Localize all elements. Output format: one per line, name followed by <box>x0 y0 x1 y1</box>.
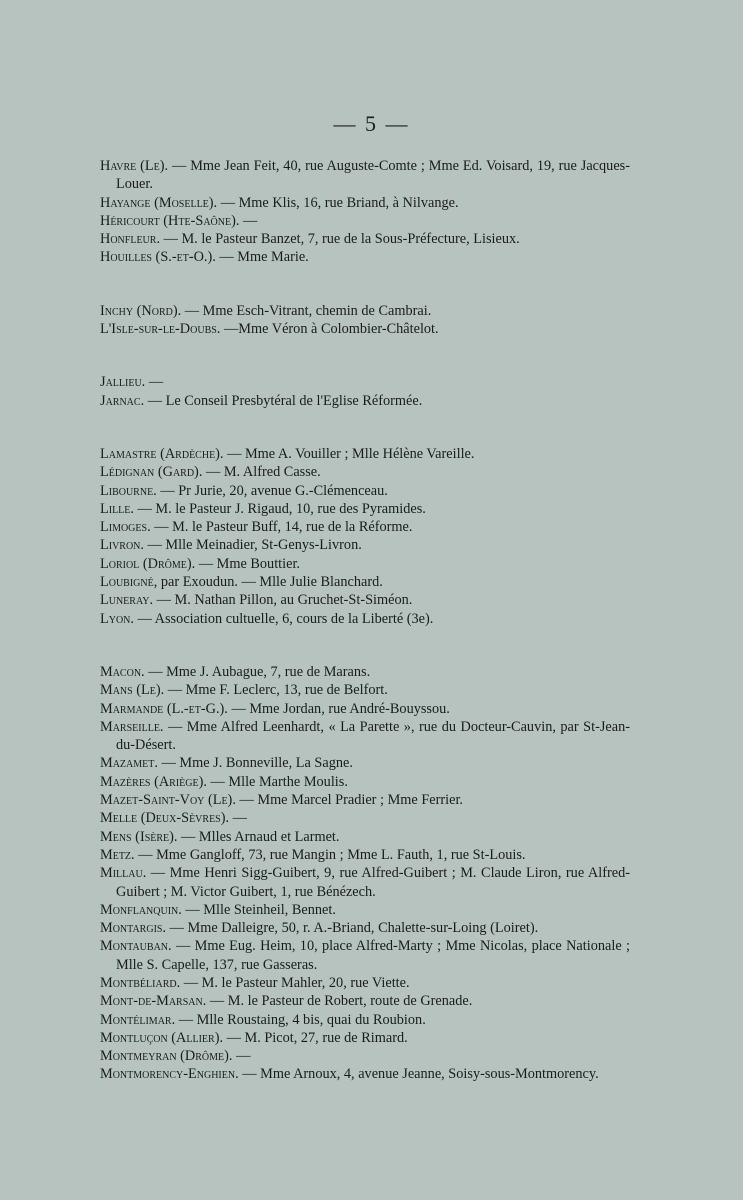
directory-entry <box>100 828 630 846</box>
place-name: Libourne. <box>100 482 157 499</box>
directory-entry <box>100 681 630 699</box>
place-name: Luneray. <box>100 592 154 609</box>
place-name: Montbéliard. <box>100 974 181 991</box>
place-name: Mazamet. <box>100 755 158 772</box>
place-name: Jarnac. <box>100 392 145 409</box>
entry-details: — M. le Pasteur Buff, 14, rue de la Réforme. <box>150 519 413 536</box>
page-number: — 5 — <box>333 111 410 136</box>
entry-details: — Mme Dalleigre, 50, r. A.-Briand, Chalette-sur-Loing (Loiret). <box>166 920 539 937</box>
place-name: Livron. <box>100 537 144 554</box>
entry-details: — Mme Jean Feit, 40, rue Auguste-Comte ; Mme Ed. Voisard, 19, rue Jacques-Louer. <box>116 158 630 193</box>
directory-entry <box>100 302 630 320</box>
place-name: Mont-de-Marsan. <box>100 993 207 1010</box>
entry-details: — <box>232 1048 251 1065</box>
directory-entry <box>100 482 630 500</box>
entry-details: — Mme Marie. <box>215 249 309 266</box>
entry-details: — Mme F. Leclerc, 13, rue de Belfort. <box>164 682 388 699</box>
entry-details: — Mme A. Vouiller ; Mlle Hélène Vareille. <box>223 445 475 462</box>
place-name: Havre (Le). <box>100 158 169 174</box>
place-name: Loubigné, <box>100 574 158 591</box>
place-name: Inchy (Nord). <box>100 302 182 319</box>
directory-entry <box>100 663 630 681</box>
entry-details: — Mme J. Aubague, 7, rue de Marans. <box>144 663 371 680</box>
directory-entry <box>100 700 630 718</box>
directory-entry <box>100 212 630 230</box>
directory-entry <box>100 1065 630 1083</box>
place-name: Marseille. <box>100 718 164 735</box>
directory-entry <box>100 463 630 481</box>
directory-entry <box>100 373 630 391</box>
entry-group <box>100 157 630 267</box>
entry-details: — <box>229 810 247 827</box>
directory-entry <box>100 194 630 212</box>
place-name: Mans (Le). <box>100 682 165 699</box>
directory-entry <box>100 1029 630 1047</box>
place-name: Houilles (S.-et-O.). <box>100 249 216 266</box>
entry-details: — Mme Alfred Leenhardt, « La Parette », rue du Docteur-Cauvin, par St-Jean-du-Désert. <box>116 718 630 754</box>
entry-details: — M. le Pasteur J. Rigaud, 10, rue des Pyramides. <box>133 500 426 517</box>
entry-details: — M. Alfred Casse. <box>202 464 321 481</box>
entry-details: — Pr Jurie, 20, avenue G.-Clémenceau. <box>156 482 388 499</box>
directory-entry <box>100 1047 630 1065</box>
place-name: Monflanquin. <box>100 901 182 918</box>
directory-entry <box>100 773 630 791</box>
entry-details: — Mme Eug. Heim, 10, place Alfred-Marty ; Mme Nicolas, place Nationale ; Mlle S. Capelle, 137, rue Gasseras. <box>116 938 630 973</box>
directory-entry <box>100 591 630 609</box>
place-name: Montargis. <box>100 920 167 937</box>
entry-details: — Mme Esch-Vitrant, chemin de Cambrai. <box>181 302 432 319</box>
entry-details: — M. le Pasteur Banzet, 7, rue de la Sous-Préfecture, Lisieux. <box>160 231 520 248</box>
entry-details: — Mme Klis, 16, rue Briand, à Nilvange. <box>217 194 459 211</box>
place-name: Metz. <box>100 846 135 863</box>
directory-entry <box>100 518 630 536</box>
entry-details: — Mlle Steinheil, Bennet. <box>181 901 336 918</box>
place-name: Montmeyran (Drôme). <box>100 1048 233 1065</box>
entry-details: — Mlle Roustaing, 4 bis, quai du Roubion. <box>175 1011 426 1028</box>
place-name: Honfleur. <box>100 231 161 248</box>
place-name: Héricourt (Hte-Saône). <box>100 212 240 229</box>
entry-details: — Mme Gangloff, 73, rue Mangin ; Mme L. Fauth, 1, rue St-Louis. <box>134 846 526 863</box>
entry-details: — Association cultuelle, 6, cours de la Liberté (3e). <box>133 610 434 627</box>
entry-details: — Mlle Meinadier, St-Genys-Livron. <box>143 537 362 554</box>
place-name: Montélimar. <box>100 1011 176 1028</box>
place-name: Lédignan (Gard). <box>100 464 203 481</box>
entry-group <box>100 663 630 1084</box>
directory-entry <box>100 937 630 974</box>
place-name: Montluçon (Allier). <box>100 1029 224 1046</box>
entry-details: — Mme Marcel Pradier ; Mme Ferrier. <box>235 792 464 809</box>
entry-details: — Mme Henri Sigg-Guibert, 9, rue Alfred-Guibert ; M. Claude Liron, rue Alfred-Guibert ; M. Victor Guibert, 1, rue Bénézech. <box>116 865 630 900</box>
directory-entry <box>100 392 630 410</box>
directory-entry <box>100 573 630 591</box>
entry-group <box>100 445 630 628</box>
place-name: Mazères (Ariège). <box>100 773 207 790</box>
directory-entry <box>100 500 630 518</box>
entry-details: — Mme Jordan, rue André-Bouyssou. <box>227 700 450 717</box>
place-name: Lamastre (Ardèche). <box>100 445 224 462</box>
place-name: Macon. <box>100 663 145 680</box>
entry-details: — M. Nathan Pillon, au Gruchet-St-Siméon. <box>153 592 413 609</box>
place-name: Loriol (Drôme). <box>100 555 196 572</box>
directory-list <box>100 157 630 1119</box>
directory-entry <box>100 992 630 1010</box>
directory-entry <box>100 230 630 248</box>
directory-entry <box>100 846 630 864</box>
place-name: Mazet-Saint-Voy (Le). <box>100 792 236 809</box>
place-name: Hayange (Moselle). <box>100 194 218 211</box>
entry-details: —Mme Véron à Colombier-Châtelot. <box>220 321 439 338</box>
directory-entry <box>100 610 630 628</box>
directory-entry <box>100 248 630 266</box>
directory-entry <box>100 791 630 809</box>
directory-entry <box>100 809 630 827</box>
entry-details: — Le Conseil Presbytéral de l'Eglise Réformée. <box>144 392 423 409</box>
entry-group <box>100 373 630 410</box>
place-name: Lyon. <box>100 610 134 627</box>
directory-entry <box>100 754 630 772</box>
place-name: Montmorency-Enghien. <box>100 1066 239 1083</box>
entry-details: — Mlle Marthe Moulis. <box>206 773 348 790</box>
entry-details: — Mlles Arnaud et Larmet. <box>177 828 340 845</box>
entry-group <box>100 302 630 339</box>
place-name: Melle (Deux-Sèvres). <box>100 810 230 827</box>
place-name: Jallieu. <box>100 374 146 391</box>
place-name: Mens (Isère). <box>100 828 178 845</box>
place-name: Limoges. <box>100 519 151 536</box>
entry-details: — <box>145 374 164 391</box>
entry-details: — M. le Pasteur Mahler, 20, rue Viette. <box>180 974 410 991</box>
entry-details: — M. le Pasteur de Robert, route de Grenade. <box>206 993 473 1010</box>
directory-entry <box>100 536 630 554</box>
directory-entry <box>100 901 630 919</box>
directory-entry <box>100 1011 630 1029</box>
place-name: Marmande (L.-et-G.). <box>100 700 228 717</box>
entry-details: — Mme Arnoux, 4, avenue Jeanne, Soisy-sous-Montmorency. <box>238 1066 599 1083</box>
directory-entry <box>100 919 630 937</box>
directory-entry <box>100 445 630 463</box>
entry-details: — Mme Bouttier. <box>195 555 301 572</box>
entry-details: — M. Picot, 27, rue de Rimard. <box>223 1029 408 1046</box>
directory-entry <box>100 864 630 901</box>
directory-entry <box>100 320 630 338</box>
directory-entry <box>100 157 630 194</box>
directory-entry <box>100 718 630 755</box>
place-name: L'Isle-sur-le-Doubs. <box>100 321 221 338</box>
place-name: Montauban. <box>100 938 172 955</box>
directory-entry <box>100 974 630 992</box>
place-name: Millau. <box>100 865 147 882</box>
directory-entry <box>100 555 630 573</box>
entry-details: — Mme J. Bonneville, La Sagne. <box>157 755 353 772</box>
entry-details: — <box>239 212 258 229</box>
place-name: Lille. <box>100 500 134 517</box>
entry-details: par Exoudun. — Mlle Julie Blanchard. <box>157 574 383 591</box>
